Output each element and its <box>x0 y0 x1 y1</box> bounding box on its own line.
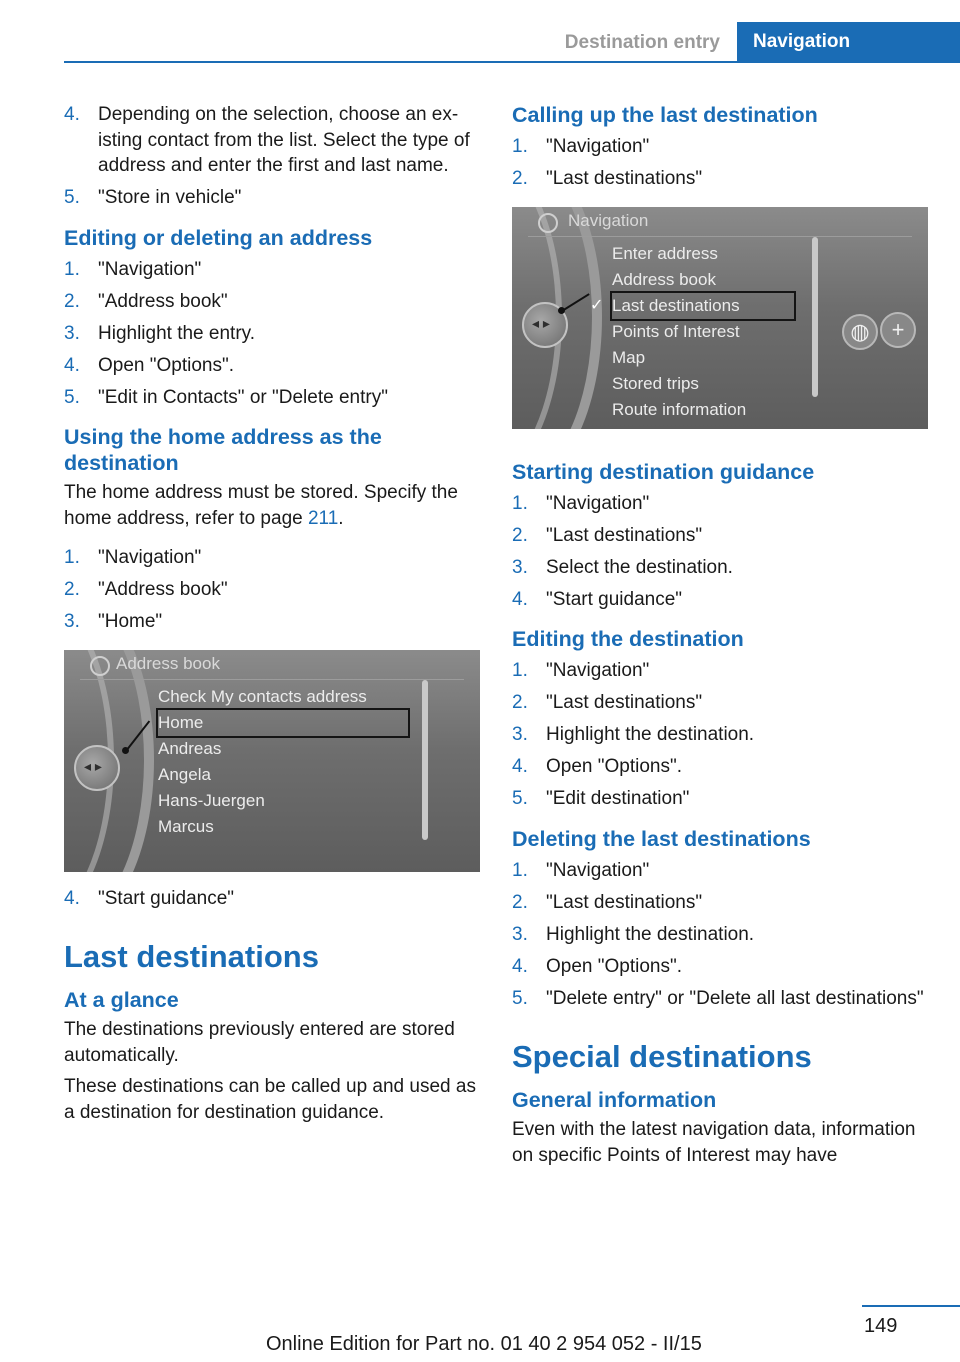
address-book-menu <box>158 684 408 840</box>
glance-para-2: These destinations can be called up and used as a destination for destination guidance. <box>64 1076 476 1123</box>
step-text: Open "Options". <box>98 354 235 376</box>
heading-deleting-destinations: Deleting the last destinations <box>512 826 811 851</box>
list-step <box>64 321 480 347</box>
step-text: "Last destinations" <box>546 524 703 546</box>
steps-starting-guidance <box>512 491 928 613</box>
step-text: "Navigation" <box>546 859 650 881</box>
step-number: 4. <box>64 354 80 376</box>
list-step <box>512 523 928 549</box>
menu-item[interactable]: Route information <box>612 399 747 419</box>
menu-item-selected[interactable]: ✓ Last destinations <box>612 293 794 319</box>
step-number: 4. <box>512 756 528 777</box>
step-number: 2. <box>512 168 528 189</box>
step-text: "Address book" <box>98 290 228 312</box>
header-rule <box>64 61 960 63</box>
navigation-icon <box>90 656 110 676</box>
menu-item[interactable]: Map <box>612 347 646 367</box>
screen-title: Address book <box>116 653 220 673</box>
step-text: Highlight the destination. <box>546 923 755 945</box>
step-text: "Last destinations" <box>546 891 703 913</box>
navigation-menu-screenshot <box>512 207 928 429</box>
right-column <box>512 102 928 1168</box>
heading-general-information: General information <box>512 1088 717 1112</box>
list-step <box>512 722 928 748</box>
list-step <box>512 786 928 812</box>
list-step <box>64 102 480 179</box>
step-number: 5. <box>64 187 80 208</box>
chapter-tab[interactable]: Navigation <box>737 22 960 62</box>
step-text: Highlight the entry. <box>98 322 256 344</box>
list-step <box>64 289 480 315</box>
step-text: Depending on the selection, choose an existing contact from the list. Select the type of address and enter the first and last name. <box>98 104 470 176</box>
step-number: 2. <box>512 692 528 713</box>
step-text: "Delete entry" or "Delete all last destinations" <box>546 987 924 1009</box>
menu-item[interactable]: Andreas <box>158 736 408 762</box>
heading-last-destinations: Last destinations <box>64 939 319 974</box>
step-number: 5. <box>512 987 528 1009</box>
heading-calling-up: Calling up the last destination <box>512 103 818 127</box>
list-step <box>512 754 928 780</box>
list-step <box>64 385 480 411</box>
menu-item[interactable]: Check My contacts address <box>158 686 367 706</box>
step-number: 1. <box>512 859 528 881</box>
step-text: "Last destinations" <box>546 692 703 713</box>
heading-edit-address: Editing or deleting an address <box>64 225 373 250</box>
step-number: 4. <box>512 588 528 610</box>
heading-editing-destination: Editing the destination <box>512 627 744 651</box>
list-step <box>512 922 928 948</box>
step-text: "Edit in Contacts" or "Delete entry" <box>98 386 388 408</box>
menu-item[interactable]: Marcus <box>158 814 408 840</box>
step-number: 3. <box>64 322 80 344</box>
step-text: "Home" <box>98 611 163 632</box>
step-text: "Navigation" <box>546 136 650 157</box>
list-step <box>64 545 480 571</box>
list-step <box>512 954 928 980</box>
step-text: Open "Options". <box>546 756 683 777</box>
controller-knob-icon <box>74 745 120 791</box>
list-step <box>64 185 480 211</box>
step-number: 1. <box>512 492 528 514</box>
steps-start-guidance <box>64 886 480 912</box>
step-number: 4. <box>64 104 80 125</box>
step-number: 1. <box>64 258 80 280</box>
step-number: 1. <box>512 660 528 681</box>
step-text: Open "Options". <box>546 955 683 977</box>
heading-special-destinations: Special destinations <box>512 1039 812 1074</box>
steps-calling-up <box>512 134 928 192</box>
page-number: 149 <box>864 1315 898 1337</box>
list-step <box>512 134 928 160</box>
step-number: 3. <box>512 923 528 945</box>
list-step <box>512 166 928 192</box>
list-step <box>512 491 928 517</box>
menu-item[interactable]: Stored trips <box>612 373 699 393</box>
steps-store <box>64 102 480 211</box>
step-text: "Edit destination" <box>546 788 690 809</box>
zoom-in-icon: + <box>880 312 916 348</box>
list-step <box>64 886 480 912</box>
step-number: 4. <box>64 887 80 909</box>
step-text: "Start guidance" <box>98 887 235 909</box>
step-text: "Navigation" <box>546 660 650 681</box>
home-address-para: The home address must be stored. Specify the home address, refer to page 211. <box>64 482 458 529</box>
address-book-screenshot <box>64 650 480 872</box>
step-text: "Address book" <box>98 579 228 600</box>
map-view-icon: ◍ <box>842 314 878 350</box>
step-number: 3. <box>512 724 528 745</box>
page-link-211[interactable]: 211 <box>307 507 339 529</box>
step-number: 1. <box>512 136 528 157</box>
list-step <box>512 858 928 884</box>
steps-home-address <box>64 545 480 635</box>
menu-item[interactable]: Address book <box>612 269 716 289</box>
navigation-icon <box>538 213 558 233</box>
checkmark-icon: ✓ <box>590 296 604 314</box>
menu-item[interactable]: Angela <box>158 762 408 788</box>
list-step <box>512 587 928 613</box>
edition-note: Online Edition for Part no. 01 40 2 954 052 - II/15 <box>266 1333 702 1355</box>
glance-para-1: The destinations previously entered are stored automatically. <box>64 1019 455 1066</box>
menu-item[interactable]: Enter address <box>612 243 718 263</box>
step-text: "Navigation" <box>98 547 202 568</box>
menu-item[interactable]: Hans-Juergen <box>158 788 408 814</box>
heading-starting-guidance: Starting destination guidance <box>512 459 815 484</box>
step-text: Select the destination. <box>546 556 733 578</box>
step-text: Highlight the destination. <box>546 724 755 745</box>
list-step <box>64 257 480 283</box>
footer-rule <box>862 1305 960 1307</box>
step-text: "Start guidance" <box>546 588 683 610</box>
scroll-track <box>812 237 818 397</box>
step-text: "Store in vehicle" <box>98 187 242 208</box>
list-step <box>64 353 480 379</box>
step-text: "Navigation" <box>98 258 202 280</box>
page-header <box>0 0 960 62</box>
menu-item[interactable]: Points of Interest <box>612 321 740 341</box>
step-number: 1. <box>64 547 80 568</box>
left-column <box>64 102 480 1125</box>
step-number: 5. <box>512 788 528 809</box>
step-number: 2. <box>512 891 528 913</box>
step-number: 2. <box>64 290 80 312</box>
list-step <box>64 577 480 603</box>
steps-deleting-destinations <box>512 858 928 1012</box>
scroll-track <box>422 680 428 840</box>
step-text: "Last destinations" <box>546 168 703 189</box>
list-step <box>512 890 928 916</box>
steps-editing-destination <box>512 658 928 812</box>
general-info-para: Even with the latest navigation data, information on specific Points of Interest may have <box>512 1119 916 1166</box>
list-step <box>512 555 928 581</box>
list-step <box>512 986 928 1012</box>
menu-item-selected[interactable]: Home <box>158 710 408 736</box>
heading-home-address: Using the home address as the destination <box>64 425 382 475</box>
heading-at-a-glance: At a glance <box>64 988 179 1012</box>
section-title: Destination entry <box>564 32 720 53</box>
step-number: 2. <box>64 579 80 600</box>
step-text: "Navigation" <box>546 492 650 514</box>
list-step <box>512 690 928 716</box>
list-step <box>512 658 928 684</box>
step-number: 5. <box>64 386 80 408</box>
navigation-menu <box>590 241 794 423</box>
step-number: 2. <box>512 524 528 546</box>
screen-title: Navigation <box>568 210 649 230</box>
step-number: 3. <box>512 556 528 578</box>
step-number: 3. <box>64 611 80 632</box>
step-number: 4. <box>512 955 528 977</box>
steps-edit-address <box>64 257 480 411</box>
list-step <box>64 609 480 635</box>
